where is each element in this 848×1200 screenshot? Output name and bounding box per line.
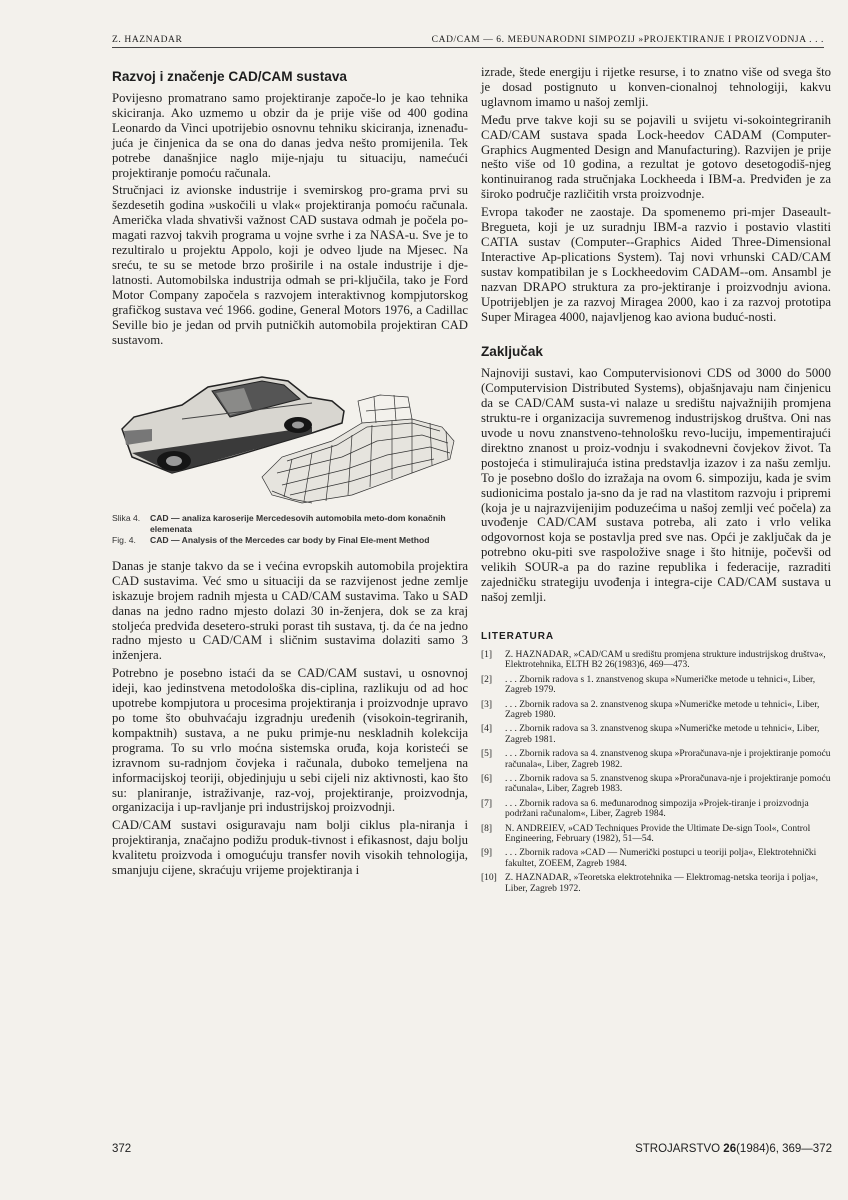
- reference-item: [481, 724, 831, 745]
- reference-item: [481, 650, 831, 671]
- reference-number: [7]: [481, 798, 493, 809]
- reference-item: [481, 848, 831, 869]
- paragraph: Povijesno promatrano samo projektiranje započe-lo je kao tehnika skiciranja. Ako uzmemo u obzir da je prije više od 400 godina Leonardo da Vinci upotrijebio osnovnu tehniku skiciranja, iznenađu-juća je činjenica da se ona do danas jedva nešto promijenila. Tek potrebe današnjice naglo mije-njaju tu situaciju, namećući projektiranje pomoću računala.: [112, 91, 468, 180]
- references-title: LITERATURA: [481, 630, 555, 642]
- reference-item: [481, 873, 831, 894]
- reference-text: . . . Zbornik radova sa 2. znanstvenog skupa »Numeričke metode u tehnici«, Liber, Zagreb 1980.: [505, 699, 820, 720]
- reference-text: . . . Zbornik radova s 1. znanstvenog skupa »Numeričke metode u tehnici«, Liber, Zagreb 1979.: [505, 674, 816, 696]
- figure-caption: [112, 513, 468, 546]
- section-title-razvoj: Razvoj i značenje CAD/CAM sustava: [112, 69, 347, 84]
- caption-text-en: CAD — Analysis of the Mercedes car body by Final Ele-ment Method: [150, 535, 430, 546]
- reference-item: [481, 824, 831, 845]
- reference-number: [8]: [481, 823, 493, 834]
- paragraph: Stručnjaci iz avionske industrije i svemirskog pro-grama prvi su šezdesetih godina »uskočili u vlak« projektiranja pomoću računala. Američka vlada shvativši važnost CAD sustava odmah je počela po-magati razvoj takvih programa u vojne svrhe i za NASA-u. Sve je to rezultiralo u projektu Appolo, koji je odveo ljude na Mjesec. Na sreću, te su se metode brzo proširile i na ostale industrije i dje-latnosti. Automobilska industrija odmah se pri-ključila, tako je Ford Motor Company započela s razvojem interaktivnog kompjutorskog grafičkog sustava već 1966. godine, General Motors 1976, a Cadillac Seville bio je jedan od prvih putničkih automobila projektiran CAD sustavom.: [112, 183, 468, 347]
- references-list: [481, 650, 831, 894]
- paragraph: Danas je stanje takvo da se i većina evropskih automobila projektira CAD sustavima. Već smo u situaciji da se razvijenost jedne zemlje iskazuje brojem radnih mjesta u CAD/CAM sustavima. Tako u SAD danas na jedno radno mjesto dolazi 30 in-ženjera, dok se za kraj stoljeća predviđa desetero-struki porast tih sustava, tj. da će na jedno radno mjesto u CAD/CAM i sličnim sustavima dolaziti samo 3 inženjera.: [112, 558, 468, 663]
- left-column: [112, 65, 468, 881]
- paragraph: Među prve takve koji su se pojavili u svijetu vi-sokointegriranih CAD/CAM sustava spada Lock-heedov CADAM (Computer-Graphics Augmented Design and Manufacturing). Razvijen je prije nešto više od 10 godina, a rezultat je gotovo desetogodiš-njeg kontinuiranog rada stručnjaka Lockheeda i IBM-a. Predviđen je za široko područje različitih vrsta proizvodnje.: [481, 112, 831, 202]
- running-head: [112, 35, 824, 48]
- reference-number: [9]: [481, 848, 493, 859]
- reference-text: N. ANDREIEV, »CAD Techniques Provide the Ultimate De-sign Tool«, Control Engineering, February (1982), 51—54.: [505, 823, 811, 844]
- reference-item: [481, 774, 831, 795]
- reference-text: Z. HAZNADAR, »Teoretska elektrotehnika — Elektromag-netska teorija i polja«, Liber, Zagreb 1972.: [505, 873, 819, 894]
- caption-label-hr: Slika 4.: [112, 513, 141, 524]
- right-column: [481, 65, 831, 898]
- journal-volume: 26: [723, 1143, 737, 1155]
- reference-number: [5]: [481, 749, 493, 760]
- reference-number: [6]: [481, 773, 493, 784]
- figure-car-body: [112, 361, 462, 509]
- page-number: 372: [112, 1143, 132, 1155]
- paragraph: izrade, štede energiju i rijetke resurse, i to znatno više od svega što je dosad postignuto u konven-cionalnoj tehnologiji, kakvu uglavnom imamo u našoj zemlji.: [481, 65, 831, 109]
- journal-name: STROJARSTVO: [635, 1143, 721, 1155]
- paragraph: Evropa također ne zaostaje. Da spomenemo pri-mjer Daseault-Bregueta, koji je uz suradnju IBM-a razvio i postavio vlastiti CATIA sustav (Computer--Graphics Aided Three-Dimensional Interactive Ap-plications System). Taj novi vrhunski CAD/CAM sustav kompatibilan je s Lockheedovim CADAM--om. Ansambl je nazvan DRAPO struktura za pro-jektiranje i proizvodnju aviona. Upotrijebljen je za razvoj Miragea 2000, kao i za razvoj prototipa Super Miragea 4000, najavljenog kao aviona buduć-nosti.: [481, 205, 831, 324]
- running-head-title: CAD/CAM — 6. MEĐUNARODNI SIMPOZIJ »PROJEKTIRANJE I PROIZVODNJA . . .: [431, 35, 824, 45]
- page-footer: [112, 1143, 832, 1155]
- journal-citation: [635, 1143, 832, 1155]
- reference-number: [10]: [481, 873, 497, 884]
- reference-item: [481, 700, 831, 721]
- reference-number: [1]: [481, 649, 493, 660]
- reference-text: . . . Zbornik radova sa 6. međunarodnog simpozija »Projek-tiranje i proizvodnja podržani računalom«, Liber, Zagreb 1984.: [505, 798, 809, 820]
- reference-text: . . . Zbornik radova sa 3. znanstvenog skupa »Numeričke metode u tehnici«, Liber, Zagreb 1981.: [505, 724, 820, 745]
- paragraph: Potrebno je posebno istaći da se CAD/CAM sustavi, u osnovnoj ideji, kao jedinstvena metodološka dis-ciplina, razlikuju od ad hoc upotrebe kompjutora u procesima projektiranja i proizvodnje upravo po tome što obuhvaćaju izgradnju uređenih (visokoin-tegriranih, kompaktnih) sustava, a ne puku primje-nu neskladnih kolekcija programa. To su vrlo moćna sistemska oruđa, koja koristeći se izravnom su-radnjom čovjeka i računala, duboko temeljena na informacijskoj teoriji, objedinjuju u sebi cijeli niz aktivnosti, kao što su: planiranje, istraživanje, raz-voj, projektiranje, proizvodnja, organizacija i up-ravljanje pri industrijskoj proizvodnji.: [112, 666, 468, 815]
- reference-item: [481, 749, 831, 770]
- section-title-zakljucak: Zaključak: [481, 344, 543, 360]
- paragraph: CAD/CAM sustavi osiguravaju nam bolji ciklus pla-niranja i projektiranja, značajno podižu produk-tivnost i efikasnost, daju bolju kvalitetu proizvoda i omogućuju transfer novih visokih tehnologija, smanjuju cijene, skraćuju vrijeme projektiranja i: [112, 818, 468, 878]
- reference-text: . . . Zbornik radova sa 4. znanstvenog skupa »Proračunava-nje i projektiranje pomoću računala«, Liber, Zagreb 1982.: [505, 749, 831, 770]
- reference-number: [4]: [481, 724, 493, 735]
- journal-issue: (1984)6, 369—372: [736, 1143, 832, 1155]
- caption-text-hr: CAD — analiza karoserije Mercedesovih automobila meto-dom konačnih elemenata: [150, 513, 446, 534]
- reference-item: [481, 799, 831, 820]
- reference-number: [2]: [481, 674, 493, 685]
- paragraph: Najnoviji sustavi, kao Computervisionovi CDS od 3000 do 5000 (Computervision Distributed Systems), objašnjavaju nam činjenicu da se CAD/CAM susta-vi nalaze u središtu najvažnijih promjena struktu-re i organizacija suvremenog industrijskog društva. Oni nas uvode u novu znanstveno-tehnološku revo-luciju, impementirajući direktno znanost u proiz-vodnju i svakodnevni čovjekov život. Ta postojeća i stimulirajuća istina predstavlja izazov i za našu zemlju. To je posebno došlo do izražaja na ovom 6. simpoziju, kada je svim sudionicima postalo ja-sno da je rad na vlastitom razvoju i pripremi (koja je u najrazvijenijim poduzećima u našoj zemlji već počela) za uvođenje CAD/CAM sustava potreba, ali zato i vrlo velika odgovornost koja se postavlja pred sve nas. Opći je zaključak da je potrebno oku-piti sve raspoložive snage i što hitnije, počevši od velikih SOUR-a pa do razine republika i federacije, razraditi zajedničku strategiju uvođenja i integra-cije CAD/CAM sustava u našoj zemlji.: [481, 366, 831, 604]
- reference-text: Z. HAZNADAR, »CAD/CAM u središtu promjena strukture industrijskog društva«, Elektrotehnika, ELTH B2 26(1983)6, 469—473.: [505, 649, 826, 671]
- reference-text: . . . Zbornik radova »CAD — Numerički postupci u teoriji polja«, Elektrotehnički fakultet, ZOEEM, Zagreb 1984.: [505, 848, 817, 869]
- reference-text: . . . Zbornik radova sa 5. znanstvenog skupa »Proračunava-nje i projektiranje pomoću računala«, Liber, Zagreb 1983.: [505, 773, 831, 795]
- reference-item: [481, 675, 831, 696]
- reference-number: [3]: [481, 699, 493, 710]
- caption-label-en: Fig. 4.: [112, 535, 136, 546]
- running-head-author: Z. HAZNADAR: [112, 35, 183, 45]
- car-illustration: [112, 361, 462, 509]
